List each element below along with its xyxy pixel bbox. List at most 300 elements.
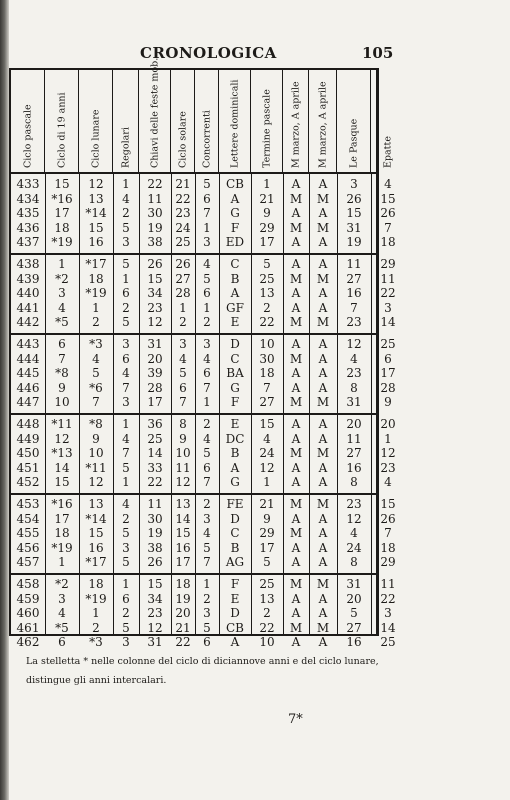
table-cell: 1 <box>263 177 271 191</box>
table-cell: 21 <box>259 497 275 511</box>
table-cell: A <box>318 540 328 555</box>
table-cell: 13 <box>175 497 191 511</box>
table-cell: 22 <box>175 635 191 650</box>
table-cell: 8 <box>350 380 358 395</box>
table-cell: 6 <box>384 351 392 366</box>
table-cell: 7 <box>203 206 211 221</box>
table-cell: 20 <box>175 606 191 621</box>
table-cell: 10 <box>88 446 104 461</box>
table-cell: 2 <box>203 497 211 511</box>
table-row <box>11 417 396 431</box>
table-cell: 6 <box>179 380 187 395</box>
table-cell: A <box>318 460 328 475</box>
table-cell: 5 <box>350 606 358 621</box>
table-cell: 3 <box>350 177 358 191</box>
page-number: 105 <box>362 44 394 62</box>
table-row <box>11 395 392 410</box>
table-row <box>11 177 392 191</box>
table-cell: 453 <box>16 497 40 511</box>
table-cell: 14 <box>380 620 396 635</box>
table-row <box>11 511 396 526</box>
table-cell: 22 <box>380 591 396 606</box>
table-cell: F <box>230 220 240 235</box>
table-cell: 14 <box>54 460 70 475</box>
column-header <box>45 70 79 172</box>
table-cell: M <box>316 395 330 410</box>
table-cell: A <box>318 591 328 606</box>
table-cell: 6 <box>58 635 66 650</box>
table-cell: A <box>291 337 301 351</box>
table-cell: 13 <box>259 591 275 606</box>
table-cell: A <box>318 300 328 315</box>
table-cell: 27 <box>346 620 362 635</box>
column-header-label: M marzo, A aprile <box>290 81 301 168</box>
table-cell: 25 <box>380 337 396 351</box>
table-cell: 36 <box>147 417 163 431</box>
table-row <box>11 526 392 541</box>
table-cell: 4 <box>263 431 271 446</box>
table-cell: 7 <box>203 555 211 570</box>
table-cell: 27 <box>259 395 275 410</box>
table-cell: *8 <box>89 417 103 431</box>
table-cell: E <box>230 591 240 606</box>
table-cell: 12 <box>175 475 191 490</box>
table-cell: G <box>230 206 240 221</box>
table-cell: *3 <box>89 337 103 351</box>
table-cell: 22 <box>147 177 163 191</box>
table-cell: *8 <box>55 366 69 381</box>
table-cell: 7 <box>122 380 130 395</box>
table-cell: A <box>318 526 328 541</box>
table-cell: A <box>318 177 328 191</box>
table-cell: 15 <box>88 220 104 235</box>
table-cell: 23 <box>380 460 396 475</box>
table-cell: 23 <box>346 497 362 511</box>
column-header <box>337 70 371 172</box>
table-cell: 12 <box>147 315 163 330</box>
table-cell: M <box>289 271 303 286</box>
table-cell: M <box>316 315 330 330</box>
table-cell: 39 <box>147 366 163 381</box>
table-cell: 27 <box>346 446 362 461</box>
table-cell: 4 <box>384 475 392 490</box>
table-cell: 435 <box>16 206 40 221</box>
table-cell: 23 <box>346 366 362 381</box>
table-cell: 5 <box>203 446 211 461</box>
table-cell: M <box>289 395 303 410</box>
table-cell: 11 <box>346 431 362 446</box>
table-cell: 28 <box>175 286 191 301</box>
table-cell: 4 <box>122 497 130 511</box>
column-header-label: Ciclo solare <box>177 111 188 168</box>
table-cell: A <box>318 257 328 271</box>
table-cell: *2 <box>55 271 69 286</box>
column-header-label: Regolari <box>120 127 131 168</box>
table-cell: A <box>318 555 328 570</box>
column-header-label: Lettere dominicali <box>229 79 240 168</box>
table-cell: 18 <box>380 540 396 555</box>
table-cell: 1 <box>92 606 100 621</box>
table-cell: 12 <box>147 620 163 635</box>
table-cell: 15 <box>380 191 396 206</box>
table-cell: 25 <box>380 635 396 650</box>
table-cell: 26 <box>147 257 163 271</box>
table-cell: 26 <box>147 555 163 570</box>
table-cell: 8 <box>350 555 358 570</box>
table-cell: 4 <box>58 300 66 315</box>
table-cell: 448 <box>16 417 40 431</box>
table-cell: 23 <box>175 206 191 221</box>
table-cell: 5 <box>203 620 211 635</box>
table-cell: 5 <box>122 526 130 541</box>
table-cell: 23 <box>346 315 362 330</box>
table-cell: 460 <box>16 606 40 621</box>
table-cell: 6 <box>58 337 66 351</box>
table-cell: 9 <box>179 431 187 446</box>
table-cell: A <box>318 337 328 351</box>
table-cell: *5 <box>55 315 69 330</box>
table-cell: 19 <box>175 591 191 606</box>
table-cell: 24 <box>346 540 362 555</box>
table-cell: 457 <box>16 555 40 570</box>
table-cell: A <box>291 417 301 431</box>
table-cell: *5 <box>55 620 69 635</box>
table-cell: C <box>230 257 240 271</box>
table-cell: 17 <box>259 540 275 555</box>
table-cell: M <box>316 620 330 635</box>
table-cell: 6 <box>122 286 130 301</box>
table-cell: 18 <box>259 366 275 381</box>
table-cell: A <box>291 591 301 606</box>
table-cell: 4 <box>203 257 211 271</box>
table-cell: B <box>230 271 240 286</box>
table-cell: A <box>318 286 328 301</box>
table-cell: 9 <box>263 511 271 526</box>
table-cell: 9 <box>92 431 100 446</box>
table-cell: 6 <box>203 460 211 475</box>
footnote: La stelletta * nelle colonne del ciclo di diciannove anni e del ciclo lunare, distingue gli anni intercalari. <box>26 656 379 686</box>
table-cell: 17 <box>259 235 275 250</box>
table-cell: A <box>230 635 240 650</box>
table-cell: 12 <box>88 177 104 191</box>
table-cell: *11 <box>51 417 73 431</box>
chronology-table <box>9 57 396 650</box>
table-row <box>11 475 392 490</box>
table-cell: 17 <box>175 555 191 570</box>
table-row <box>11 620 396 635</box>
table-cell: A <box>291 460 301 475</box>
table-cell: 2 <box>122 511 130 526</box>
table-row <box>11 497 396 511</box>
table-cell: 5 <box>179 366 187 381</box>
table-cell: 25 <box>175 235 191 250</box>
table-cell: 433 <box>16 177 40 191</box>
column-header-label: Concorrenti <box>201 110 212 168</box>
table-cell: 1 <box>122 577 130 591</box>
table-row <box>11 220 392 235</box>
table-cell: 3 <box>179 337 187 351</box>
table-cell: A <box>291 555 301 570</box>
table-cell: *19 <box>51 540 73 555</box>
table-row <box>11 577 396 591</box>
table-cell: 11 <box>175 460 191 475</box>
table-cell: A <box>318 366 328 381</box>
table-cell: 17 <box>380 366 396 381</box>
table-cell: 2 <box>122 206 130 221</box>
table-cell: 19 <box>147 220 163 235</box>
table-cell: 3 <box>203 511 211 526</box>
table-cell: 17 <box>54 206 70 221</box>
table-cell: 20 <box>346 591 362 606</box>
table-cell: 18 <box>175 577 191 591</box>
table-cell: 4 <box>179 351 187 366</box>
table-cell: 5 <box>92 366 100 381</box>
table-cell: 20 <box>147 351 163 366</box>
table-cell: 20 <box>346 417 362 431</box>
table-cell: 30 <box>259 351 275 366</box>
table-row <box>11 257 396 271</box>
table-cell: 7 <box>179 395 187 410</box>
table-cell: A <box>318 475 328 490</box>
table-cell: 8 <box>350 475 358 490</box>
table-cell: 21 <box>175 177 191 191</box>
table-cell: 12 <box>380 446 396 461</box>
table-cell: 1 <box>203 395 211 410</box>
table-cell: GF <box>226 300 244 315</box>
table-cell: *14 <box>85 206 107 221</box>
table-cell: M <box>316 191 330 206</box>
table-cell: A <box>318 606 328 621</box>
table-cell: 30 <box>147 206 163 221</box>
table-cell: 454 <box>16 511 40 526</box>
table-row <box>11 271 396 286</box>
table-cell: 27 <box>175 271 191 286</box>
table-cell: 14 <box>147 446 163 461</box>
table-cell: 16 <box>346 460 362 475</box>
table-cell: 450 <box>16 446 40 461</box>
table-cell: E <box>230 417 240 431</box>
table-cell: 26 <box>380 206 396 221</box>
table-cell: *19 <box>51 235 73 250</box>
table-cell: 5 <box>122 555 130 570</box>
table-cell: 440 <box>16 286 40 301</box>
table-cell: 24 <box>259 446 275 461</box>
table-cell: 16 <box>88 235 104 250</box>
table-cell: 16 <box>175 540 191 555</box>
table-cell: M <box>289 315 303 330</box>
table-cell: 3 <box>58 286 66 301</box>
table-cell: 443 <box>16 337 40 351</box>
table-cell: 13 <box>259 286 275 301</box>
table-cell: 7 <box>92 395 100 410</box>
table-cell: 25 <box>259 577 275 591</box>
table-cell: 16 <box>88 540 104 555</box>
table-cell: 30 <box>147 511 163 526</box>
table-row <box>11 540 396 555</box>
table-cell: G <box>230 475 240 490</box>
column-header <box>283 70 309 172</box>
table-cell: A <box>318 417 328 431</box>
table-row <box>11 555 396 570</box>
table-cell: 33 <box>147 460 163 475</box>
table-cell: 17 <box>147 395 163 410</box>
table-cell: 25 <box>259 271 275 286</box>
table-cell: A <box>318 380 328 395</box>
table-cell: A <box>291 206 301 221</box>
table-cell: 451 <box>16 460 40 475</box>
table-cell: 6 <box>203 635 211 650</box>
table-row <box>11 235 396 250</box>
table-cell: A <box>318 206 328 221</box>
table-cell: 7 <box>263 380 271 395</box>
table-header <box>11 57 394 174</box>
table-cell: A <box>318 431 328 446</box>
table-row <box>11 206 396 221</box>
table-cell: *13 <box>51 446 73 461</box>
table-cell: 11 <box>147 497 163 511</box>
table-cell: M <box>289 220 303 235</box>
table-row <box>11 380 396 395</box>
table-cell: 1 <box>203 220 211 235</box>
table-cell: 29 <box>380 555 396 570</box>
table-cell: 4 <box>350 351 358 366</box>
table-cell: 4 <box>384 177 392 191</box>
table-cell: 5 <box>122 460 130 475</box>
table-cell: A <box>230 286 240 301</box>
table-cell: A <box>291 380 301 395</box>
table-cell: 26 <box>175 257 191 271</box>
table-cell: M <box>316 577 330 591</box>
table-cell: 461 <box>16 620 40 635</box>
group-separator <box>11 253 376 255</box>
table-cell: 4 <box>122 191 130 206</box>
table-cell: 31 <box>346 220 362 235</box>
table-row <box>11 351 392 366</box>
table-cell: 34 <box>147 286 163 301</box>
table-cell: F <box>230 395 240 410</box>
table-cell: 24 <box>175 220 191 235</box>
table-cell: 4 <box>58 606 66 621</box>
table-cell: 5 <box>122 620 130 635</box>
table-cell: 1 <box>203 300 211 315</box>
table-cell: 1 <box>122 475 130 490</box>
table-cell: M <box>289 620 303 635</box>
table-cell: 17 <box>54 511 70 526</box>
table-cell: 15 <box>346 206 362 221</box>
table-cell: 7 <box>384 526 392 541</box>
table-cell: A <box>291 235 301 250</box>
table-cell: 2 <box>122 606 130 621</box>
table-cell: M <box>289 351 303 366</box>
table-cell: 29 <box>380 257 396 271</box>
table-cell: 434 <box>16 191 40 206</box>
table-cell: A <box>291 540 301 555</box>
table-cell: 5 <box>122 220 130 235</box>
table-cell: 3 <box>122 635 130 650</box>
column-header-label: Chiavi delle feste mob. <box>149 57 160 168</box>
table-cell: 455 <box>16 526 40 541</box>
table-cell: 12 <box>259 460 275 475</box>
table-cell: 2 <box>263 606 271 621</box>
table-cell: 29 <box>259 220 275 235</box>
column-header <box>113 70 139 172</box>
table-cell: 18 <box>54 220 70 235</box>
group-separator <box>11 493 376 495</box>
table-cell: 9 <box>58 380 66 395</box>
table-cell: 10 <box>259 635 275 650</box>
table-cell: CB <box>226 177 244 191</box>
table-row <box>11 635 396 650</box>
table-cell: 1 <box>203 577 211 591</box>
column-header <box>251 70 283 172</box>
table-cell: A <box>291 177 301 191</box>
table-cell: 445 <box>16 366 40 381</box>
table-cell: 27 <box>346 271 362 286</box>
table-cell: 20 <box>380 417 396 431</box>
table-cell: 12 <box>346 511 362 526</box>
column-header-label: Termine pascale <box>261 89 272 168</box>
table-cell: *17 <box>85 555 107 570</box>
table-cell: A <box>291 475 301 490</box>
table-cell: 14 <box>175 511 191 526</box>
table-cell: 446 <box>16 380 40 395</box>
table-cell: M <box>289 446 303 461</box>
table-cell: 3 <box>384 606 392 621</box>
table-cell: 2 <box>203 591 211 606</box>
table-cell: ED <box>225 235 245 250</box>
table-cell: 15 <box>88 526 104 541</box>
table-cell: 5 <box>263 555 271 570</box>
table-cell: 22 <box>259 315 275 330</box>
table-cell: 5 <box>203 271 211 286</box>
table-cell: *3 <box>89 635 103 650</box>
table-cell: 31 <box>346 577 362 591</box>
table-cell: D <box>230 511 240 526</box>
table-cell: 438 <box>16 257 40 271</box>
table-cell: 21 <box>259 191 275 206</box>
table-row <box>11 300 392 315</box>
table-cell: 2 <box>203 417 211 431</box>
column-header <box>219 70 251 172</box>
table-cell: A <box>291 606 301 621</box>
running-title: CRONOLOGICA <box>140 44 277 62</box>
table-cell: *14 <box>85 511 107 526</box>
table-cell: 11 <box>147 191 163 206</box>
column-header-label: Ciclo pascale <box>22 104 33 168</box>
column-header <box>309 70 337 172</box>
table-cell: *2 <box>55 577 69 591</box>
table-cell: B <box>230 540 240 555</box>
table-row <box>11 606 392 621</box>
table-cell: 9 <box>263 206 271 221</box>
table-cell: 2 <box>92 315 100 330</box>
table-cell: 11 <box>346 257 362 271</box>
column-header-label: Ciclo di 19 anni <box>56 92 67 168</box>
table-cell: CB <box>226 620 244 635</box>
table-cell: 21 <box>175 620 191 635</box>
table-cell: 3 <box>122 337 130 351</box>
table-cell: 1 <box>179 300 187 315</box>
table-cell: A <box>291 300 301 315</box>
table-cell: 4 <box>122 431 130 446</box>
table-cell: M <box>316 271 330 286</box>
table-cell: FE <box>226 497 244 511</box>
table-cell: 1 <box>92 300 100 315</box>
table-cell: 31 <box>346 395 362 410</box>
table-cell: 436 <box>16 220 40 235</box>
table-cell: DC <box>225 431 245 446</box>
column-header-label: Epatte <box>382 136 394 168</box>
